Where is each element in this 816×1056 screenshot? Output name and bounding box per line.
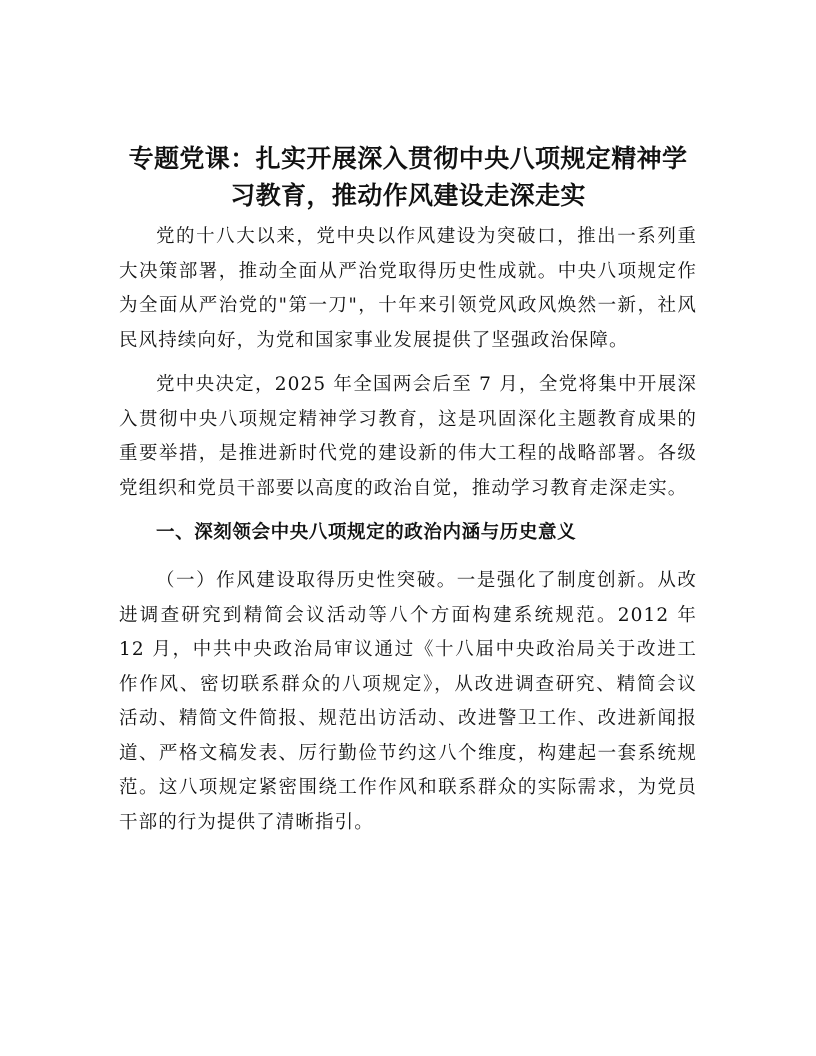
- section-heading: 一、深刻领会中央八项规定的政治内涵与历史意义: [156, 522, 577, 543]
- section-paragraph: （一）作风建设取得历史性突破。一是强化了制度创新。从改进调查研究到精简会议活动等八个方面构建系统规范。2012 年 12 月，中共中央政治局审议通过《十八届中央政治局关于改进工作作风、密切联系群众的八项规定》，从改进调查研究、精简会议活动、精简文件简报、规范出访活动、改进警卫工作、改进新闻报道、严格文稿发表、厉行勤俭节约这八个维度，构建起一套系统规范。这八项规定紧密围绕工作作风和联系群众的实际需求，为党员干部的行为提供了清晰指引。: [119, 570, 697, 833]
- intro-paragraph-1: 党的十八大以来，党中央以作风建设为突破口，推出一系列重大决策部署，推动全面从严治党取得历史性成就。中央八项规定作为全面从严治党的"第一刀"，十年来引领党风政风焕然一新，社风民风持续向好，为党和国家事业发展提供了坚强政治保障。: [119, 226, 697, 351]
- intro-paragraph-2: 党中央决定，2025 年全国两会后至 7 月，全党将集中开展深入贯彻中央八项规定精神学习教育，这是巩固深化主题教育成果的重要举措，是推进新时代党的建设新的伟大工程的战略部署。各级党组织和党员干部要以高度的政治自觉，推动学习教育走深走实。: [119, 374, 697, 499]
- document-title: 专题党课：扎实开展深入贯彻中央八项规定精神学习教育，推动作风建设走深走实: [128, 144, 688, 210]
- document-body: [119, 140, 697, 850]
